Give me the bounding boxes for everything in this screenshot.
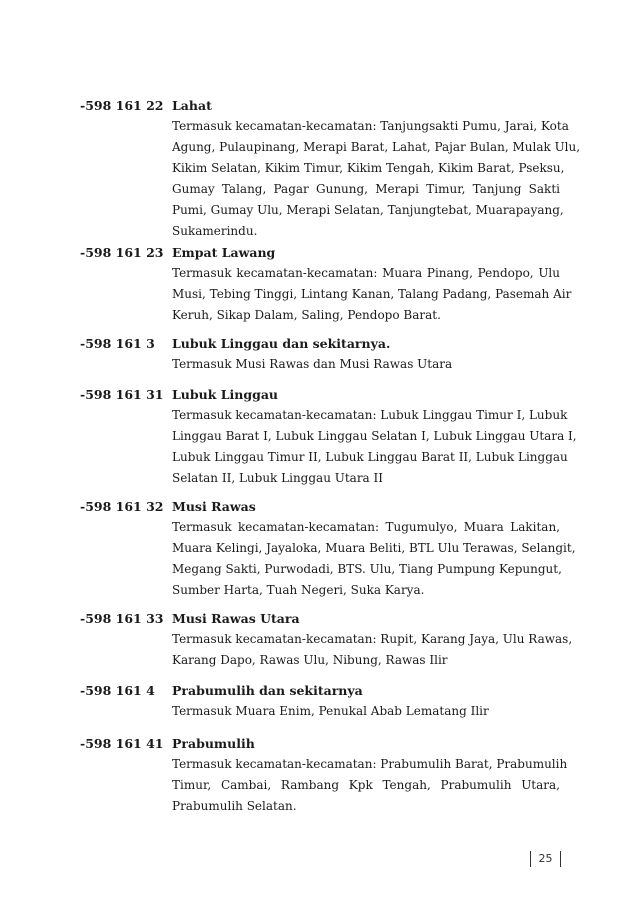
description-line: Agung, Pulaupinang, Merapi Barat, Lahat, Pajar Bulan, Mulak Ulu, xyxy=(172,140,581,154)
entry-title: Empat Lawang xyxy=(172,245,276,260)
description-line: Selatan II, Lubuk Linggau Utara II xyxy=(172,471,384,485)
description-line: Termasuk Musi Rawas dan Musi Rawas Utara xyxy=(172,357,453,371)
entry-title: Lubuk Linggau dan sekitarnya. xyxy=(172,336,391,351)
entry-content xyxy=(172,242,572,326)
entry-content xyxy=(172,333,560,375)
description-line: Termasuk kecamatan-kecamatan: Muara Pinang, Pendopo, Ulu xyxy=(172,266,560,280)
description-line: Kikim Selatan, Kikim Timur, Kikim Tengah, Kikim Barat, Pseksu, xyxy=(172,161,565,175)
description-line: Sukamerindu. xyxy=(172,224,258,238)
entry-description xyxy=(172,754,568,817)
entry-title: Musi Rawas Utara xyxy=(172,611,300,626)
entry-content xyxy=(172,384,577,489)
description-line: Sumber Harta, Tuah Negeri, Suka Karya. xyxy=(172,583,425,597)
entry-code: -598 161 3 xyxy=(80,336,155,351)
description-line: Termasuk kecamatan-kecamatan: Lubuk Linggau Timur I, Lubuk xyxy=(172,408,568,422)
entry-title: Lubuk Linggau xyxy=(172,387,279,402)
entry-title: Musi Rawas xyxy=(172,499,256,514)
entry-description xyxy=(172,116,581,242)
description-line: Musi, Tebing Tinggi, Lintang Kanan, Talang Padang, Pasemah Air xyxy=(172,287,572,301)
description-line: Muara Kelingi, Jayaloka, Muara Beliti, BTL Ulu Terawas, Selangit, xyxy=(172,541,576,555)
entry-content xyxy=(172,733,568,817)
description-line: Timur, Cambai, Rambang Kpk Tengah, Prabumulih Utara, xyxy=(172,778,560,792)
description-line: Gumay Talang, Pagar Gunung, Merapi Timur, Tanjung Sakti xyxy=(172,182,560,196)
entry-title: Prabumulih dan sekitarnya xyxy=(172,683,363,698)
entry-content xyxy=(172,95,581,242)
description-line: Termasuk kecamatan-kecamatan: Tanjungsakti Pumu, Jarai, Kota xyxy=(172,119,569,133)
entry-content xyxy=(172,496,576,601)
description-line: Lubuk Linggau Timur II, Lubuk Linggau Barat II, Lubuk Linggau xyxy=(172,450,568,464)
entry-code: -598 161 33 xyxy=(80,611,164,626)
entry-description xyxy=(172,629,573,671)
description-line: Linggau Barat I, Lubuk Linggau Selatan I, Lubuk Linggau Utara I, xyxy=(172,429,577,443)
description-line: Termasuk Muara Enim, Penukal Abab Lematang Ilir xyxy=(172,704,489,718)
entry-description xyxy=(172,405,577,489)
description-line: Termasuk kecamatan-kecamatan: Rupit, Karang Jaya, Ulu Rawas, xyxy=(172,632,573,646)
entry-content xyxy=(172,608,573,671)
description-line: Termasuk kecamatan-kecamatan: Prabumulih Barat, Prabumulih xyxy=(172,757,568,771)
description-line: Prabumulih Selatan. xyxy=(172,799,297,813)
entry-content xyxy=(172,680,560,722)
entry-code: -598 161 32 xyxy=(80,499,164,514)
entry-code: -598 161 4 xyxy=(80,683,155,698)
entry-code: -598 161 41 xyxy=(80,736,164,751)
entry-title: Prabumulih xyxy=(172,736,255,751)
entry-code: -598 161 22 xyxy=(80,98,164,113)
description-line: Pumi, Gumay Ulu, Merapi Selatan, Tanjungtebat, Muarapayang, xyxy=(172,203,564,217)
page-number: 25 xyxy=(530,851,561,867)
entry-code: -598 161 23 xyxy=(80,245,164,260)
description-line: Termasuk kecamatan-kecamatan: Tugumulyo, Muara Lakitan, xyxy=(172,520,560,534)
entry-code: -598 161 31 xyxy=(80,387,164,402)
description-line: Keruh, Sikap Dalam, Saling, Pendopo Barat. xyxy=(172,308,441,322)
description-line: Megang Sakti, Purwodadi, BTS. Ulu, Tiang Pumpung Kepungut, xyxy=(172,562,562,576)
entry-description xyxy=(172,701,560,722)
entry-description xyxy=(172,517,576,601)
description-line: Karang Dapo, Rawas Ulu, Nibung, Rawas Ilir xyxy=(172,653,448,667)
entry-title: Lahat xyxy=(172,98,212,113)
entry-description xyxy=(172,263,572,326)
entry-description xyxy=(172,354,560,375)
